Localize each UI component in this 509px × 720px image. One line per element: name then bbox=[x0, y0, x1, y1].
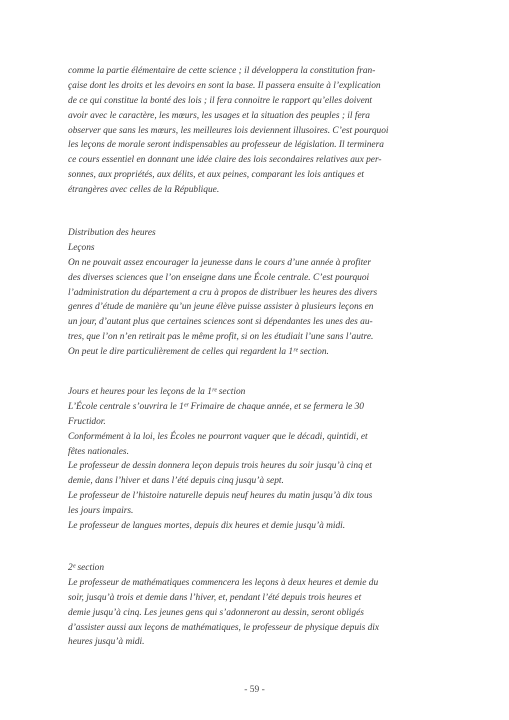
second-section-schedule bbox=[68, 561, 442, 650]
text-line: On peut le dire particulièrement de celles qui regardent la 1ʳᵉ section. bbox=[68, 347, 329, 358]
text-line: genres d’étude de manière qu’un jeune élève puisse assister à plusieurs leçons en bbox=[68, 302, 374, 313]
text-line: des diverses sciences que l’on enseigne dans une École centrale. C’est pourquoi bbox=[68, 272, 370, 283]
section-subheading: Leçons bbox=[68, 242, 95, 253]
text-line: les jours impairs. bbox=[68, 506, 134, 517]
text-line: demie jusqu’à cinq. Les jeunes gens qui s’adonneront au dessin, seront obligés bbox=[68, 607, 364, 618]
text-line: étrangères avec celles de la République. bbox=[68, 185, 220, 196]
text-line: Fructidor. bbox=[68, 416, 106, 427]
text-line: L’École centrale s’ouvrira le 1ᵉʳ Frimaire de chaque année, et se fermera le 30 bbox=[68, 401, 364, 412]
text-line: Le professeur de mathématiques commencera les leçons à deux heures et demie du bbox=[68, 577, 379, 588]
text-line: l’administration du département a cru à propos de distribuer les heures des divers bbox=[68, 287, 378, 298]
section-heading: Distribution des heures bbox=[68, 228, 156, 238]
page-number: - 59 - bbox=[244, 685, 265, 695]
text-line: d’assister aussi aux leçons de mathématiques, le professeur de physique depuis dix bbox=[68, 622, 380, 633]
intro-paragraph bbox=[68, 64, 442, 198]
text-line: les leçons de morale seront indispensables au professeur de législation. Il terminera bbox=[68, 140, 384, 151]
text-line: Le professeur de dessin donnera leçon depuis trois heures du soir jusqu’à cinq et bbox=[68, 461, 372, 472]
text-line: Le professeur de langues mortes, depuis dix heures et demie jusqu’à midi. bbox=[68, 521, 346, 532]
text-line: demie, dans l’hiver et dans l’été depuis cinq jusqu’à sept. bbox=[68, 476, 284, 487]
section-heading: Jours et heures pour les leçons de la 1ʳᵉ section bbox=[68, 387, 246, 397]
text-line: un jour, d’autant plus que certaines sciences sont si dépendantes les unes des au- bbox=[68, 317, 373, 328]
text-line: comme la partie élémentaire de cette science ; il développera la constitution fran- bbox=[68, 66, 376, 76]
text-line: avoir avec le caractère, les mœurs, les usages et la situation des peuples ; il fera bbox=[68, 110, 370, 121]
first-section-schedule bbox=[68, 385, 442, 534]
text-line: heures jusqu’à midi. bbox=[68, 637, 145, 648]
text-line: fêtes nationales. bbox=[68, 446, 129, 457]
text-line: Conformément à la loi, les Écoles ne pourront vaquer que le décadi, quintidi, et bbox=[68, 431, 368, 442]
text-line: soir, jusqu’à trois et demie dans l’hiver, et, pendant l’été depuis trois heures et bbox=[68, 592, 362, 603]
text-line: çaise dont les droits et les devoirs en sont la base. Il passera ensuite à l’explication bbox=[68, 80, 381, 91]
text-line: observer que sans les mœurs, les meilleures lois deviennent illusoires. C’est pourquoi bbox=[68, 125, 389, 136]
text-line: de ce qui constitue la bonté des lois ; il fera connoitre le rapport qu’elles doivent bbox=[68, 95, 373, 106]
text-line: sonnes, aux propriétés, aux délits, et aux peines, comparant les lois antiques et bbox=[68, 170, 364, 181]
distribution-section bbox=[68, 226, 442, 360]
text-line: Le professeur de l’histoire naturelle depuis neuf heures du matin jusqu’à dix tous bbox=[68, 491, 373, 502]
text-line: On ne pouvait assez encourager la jeunesse dans le cours d’une année à profiter bbox=[68, 257, 371, 268]
text-line: tres, que l’on n’en retirait pas le même profit, si on les étudiait l’une sans l’autre. bbox=[68, 332, 374, 343]
text-line: ce cours essentiel en donnant une idée claire des lois secondaires relatives aux per- bbox=[68, 155, 382, 166]
section-heading: 2ᵉ section bbox=[68, 563, 105, 573]
